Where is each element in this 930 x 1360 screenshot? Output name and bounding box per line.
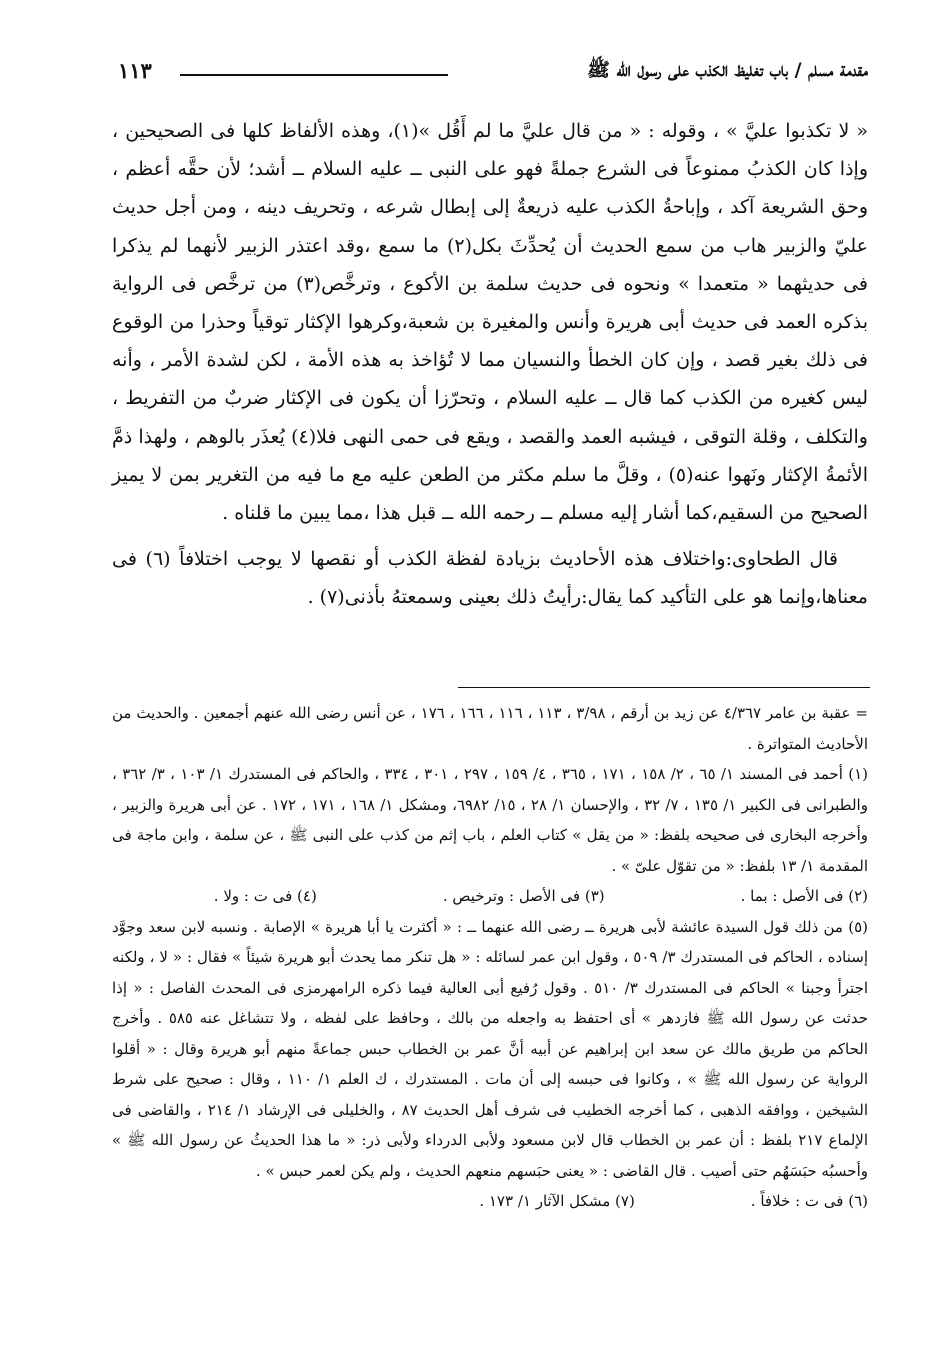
paragraph-1: « لا تكذبوا عليَّ » ، وقوله : « من قال عليَّ ما لم أَقُل »(١)، وهذه الألفاظ كلها فى الصحيحين ، وإذا كان الكذبُ ممنوعاً فى الشرع جملةً فهو على النبى ــ عليه السلام ــ أشد؛ لأن حقَّه أعظم ، وحق الشريعة آكد ، وإباحةُ الكذب عليه ذريعةٌ إلى إبطال شرعه ، وتحريف دينه ، ومن أجل حديث عليّ والزبير هاب من سمع الحديث أن يُحدِّثَ بكل(٢) ما سمع ،وقد اعتذر الزبير لأنهما لم يذكرا فى حديثهما « متعمدا » ونحوه فى حديث سلمة بن الأكوع ، وترخَّص(٣) من ترخَّص فى الرواية بذكره العمد فى حديث أبى هريرة وأنس والمغيرة بن شعبة،وكرهوا الإكثار توقياً وحذرا من الوقوع فى ذلك بغير قصد ، وإن كان الخطأ والنسيان مما لا تُؤاخذ به هذه الأمة ، لكن لشدة الأمر ، وأنه ليس كغيره من الكذب كما قال ــ عليه السلام ، وتحرّزا أن يكون فى الإكثار ضربٌ من التفريط ، والتكلف ، وقلة التوقى ، فيشبه العمد والقصد ، ويقع فى حمى النهى فلا(٤) يُعذَر بالوهم ، ولهذا ذمَّ الأئمةُ الإكثار ونَهوا عنه(٥) ، وقلَّ ما سلم مكثر من الطعن عليه مع ما فيه من التغرير بمن لا يميز الصحيح من السقيم،كما أشار إليه مسلم ــ رحمه الله ــ قبل هذا ،مما يبين ما قلناه .: [112, 120, 869, 525]
paragraph-2: قال الطحاوى:واختلاف هذه الأحاديث بزيادة لفظة الكذب أو نقصها لا يوجب اختلافاً (٦) فى معناها،وإنما هو على التأكيد كما يقال:رأيتُ ذلك بعينى وسمعتهُ بأذنى(٧) .: [112, 548, 868, 609]
page-header: [118, 58, 868, 94]
main-text: [112, 112, 868, 617]
footnote-4: (٤) فى ت : ولا .: [213, 887, 317, 905]
footnotes-6-7-row: [112, 1186, 868, 1217]
page-number: ١١٣: [118, 58, 152, 83]
footnote-rule: [458, 687, 870, 688]
footnotes: [112, 698, 868, 1217]
footnotes-2-4-row: [112, 881, 868, 912]
footnote-2: (٢) فى الأصل : بما .: [740, 887, 868, 905]
running-title: مقدمة مسلم / باب تغليظ الكذب على رسول الله ﷺ: [586, 59, 868, 81]
header-rule: [180, 74, 448, 76]
footnote-7: (٧) مشكل الآثار ١/ ١٧٣ .: [479, 1192, 635, 1210]
footnote-continuation: = عقبة بن عامر ٤/٣٦٧ عن زيد بن أرقم ، ٣/٩٨ ، ١١٣ ، ١١٦ ، ١٦٦ ، ١٧٦ ، عن أنس رضى الله عنهم أجمعين . والحديث من الأحاديث المتواترة .: [112, 704, 868, 753]
footnote-3: (٣) فى الأصل : وترخيص .: [442, 887, 605, 905]
footnote-6: (٦) فى ت : خلافاً .: [750, 1192, 868, 1210]
footnote-5: (٥) من ذلك قول السيدة عائشة لأبى هريرة ــ رضى الله عنهما ــ : « أكثرت يا أبا هريرة » الإصابة . ونسبه لابن سعد وجوَّد إسناده ، الحاكم فى المستدرك ٣/ ٥٠٩ ، وقول ابن عمر لسائله : « هل تنكر مما يحدث أبو هريرة شيئاً » فقال : « لا ، ولكنه اجترأ وجبنا » الحاكم فى المستدرك ٣/ ٥١٠ . وقول رُفيع أبى العالية فيما ذكره الرامهرمزى فى المحدث الفاصل : « إذا حدثت عن رسول الله ﷺ فازدهر » أى احتفظ به واجعله من بالك ، وحافظ على لفظه ، ولا تتشاغل عنه ٥٨٥ . وأخرج الحاكم من طريق مالك عن سعد ابن إبراهيم عن أبيه أنَّ عمر بن الخطاب حبس جماعةً منهم أبو هريرة وقال : « أقلوا الرواية عن رسول الله ﷺ » ، وكانوا فى حبسه إلى أن مات . المستدرك ، ك العلم ١/ ١١٠ ، وقال : صحيح على شرط الشيخين ، ووافقه الذهبى ، كما أخرجه الخطيب فى شرف أهل الحديث ٨٧ ، والخليلى فى الإرشاد ١/ ٢١٤ ، والقاضى فى الإلماع ٢١٧ بلفظ : أن عمر بن الخطاب قال لابن مسعود ولأبى الدرداء ولأبى ذر: « ما هذا الحديثُ عن رسول الله ﷺ » وأحسبُه حبَسَهُم حتى أصيب . قال القاضى : « يعنى حبَسهم منعهم الحديث ، ولم يكن لعمر حبس » .: [112, 917, 869, 1180]
footnote-1: (١) أحمد فى المسند ١/ ٦٥ ، ٢/ ١٥٨ ، ١٧١ ، ٣٦٥ ، ٤/ ١٥٩ ، ٢٩٧ ، ٣٠١ ، ٣٣٤ ، والحاكم فى المستدرك ١/ ١٠٣ ، ٣/ ٣٦٢ ، والطبرانى فى الكبير ١/ ١٣٥ ، ٧/ ٣٢ ، والإحسان ١/ ٢٨ ، ١٥/ ٦٩٨٢، ومشكل ١/ ١٦٨ ، ١٧١ ، ١٧٢ . عن أبى هريرة والزبير ، وأخرجه البخارى فى صحيحه بلفظ: « من يقل » كتاب العلم ، باب إثم من كذب على النبى ﷺ ، عن سلمة ، وابن ماجة فى المقدمة ١/ ١٣ بلفظ: « من تقوّل علىّ » .: [112, 765, 868, 875]
